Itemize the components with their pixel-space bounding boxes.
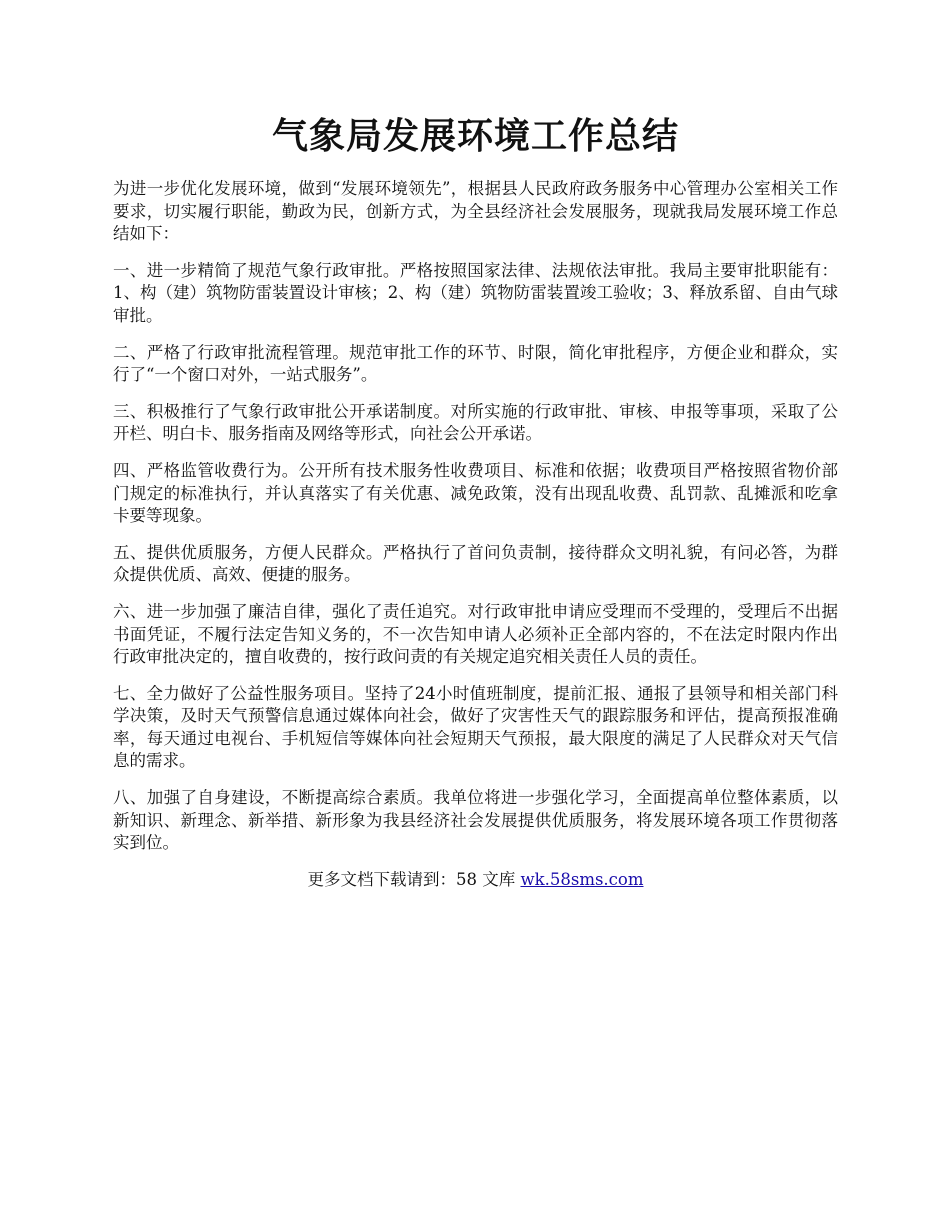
paragraph-item-4: 四、严格监管收费行为。公开所有技术服务性收费项目、标准和依据；收费项目严格按照省物价部门规定的标准执行，并认真落实了有关优惠、减免政策，没有出现乱收费、乱罚款、乱摊派和吃拿卡要等现象。	[113, 460, 838, 526]
paragraph-item-7: 七、全力做好了公益性服务项目。坚持了24小时值班制度，提前汇报、通报了县领导和相关部门科学决策，及时天气预警信息通过媒体向社会，做好了灾害性天气的跟踪服务和评估，提高预报准确率，每天通过电视台、手机短信等媒体向社会短期天气预报，最大限度的满足了人民群众对天气信息的需求。	[113, 683, 838, 771]
document-page	[113, 112, 838, 891]
paragraph-item-2: 二、严格了行政审批流程管理。规范审批工作的环节、时限，简化审批程序，方便企业和群众，实行了“一个窗口对外，一站式服务”。	[113, 342, 838, 385]
paragraph-item-8: 八、加强了自身建设，不断提高综合素质。我单位将进一步强化学习，全面提高单位整体素质，以新知识、新理念、新举措、新形象为我县经济社会发展提供优质服务，将发展环境各项工作贯彻落实到位。	[113, 788, 838, 853]
footer-text: 更多文档下载请到：58 文库	[307, 869, 521, 889]
footer-link[interactable]: wk.58sms.com	[520, 869, 644, 889]
document-title: 气象局发展环境工作总结	[271, 115, 679, 157]
footer	[113, 869, 838, 891]
paragraph-item-1: 一、进一步精简了规范气象行政审批。严格按照国家法律、法规依法审批。我局主要审批职能有：1、构（建）筑物防雷装置设计审核；2、构（建）筑物防雷装置竣工验收；3、释放系留、自由气球审批。	[113, 260, 838, 325]
paragraph-item-5: 五、提供优质服务，方便人民群众。严格执行了首问负责制，接待群众文明礼貌，有问必答，为群众提供优质、高效、便捷的服务。	[113, 542, 838, 585]
paragraph-item-3: 三、积极推行了气象行政审批公开承诺制度。对所实施的行政审批、审核、申报等事项，采取了公开栏、明白卡、服务指南及网络等形式，向社会公开承诺。	[113, 401, 838, 444]
paragraph-intro: 为进一步优化发展环境，做到“发展环境领先”，根据县人民政府政务服务中心管理办公室相关工作要求，切实履行职能，勤政为民，创新方式，为全县经济社会发展服务，现就我局发展环境工作总结如下：	[113, 179, 838, 244]
paragraph-item-6: 六、进一步加强了廉洁自律，强化了责任追究。对行政审批申请应受理而不受理的，受理后不出据书面凭证，不履行法定告知义务的，不一次告知申请人必须补正全部内容的，不在法定时限内作出行政审批决定的，擅自收费的，按行政问责的有关规定追究相关责任人员的责任。	[113, 601, 838, 667]
